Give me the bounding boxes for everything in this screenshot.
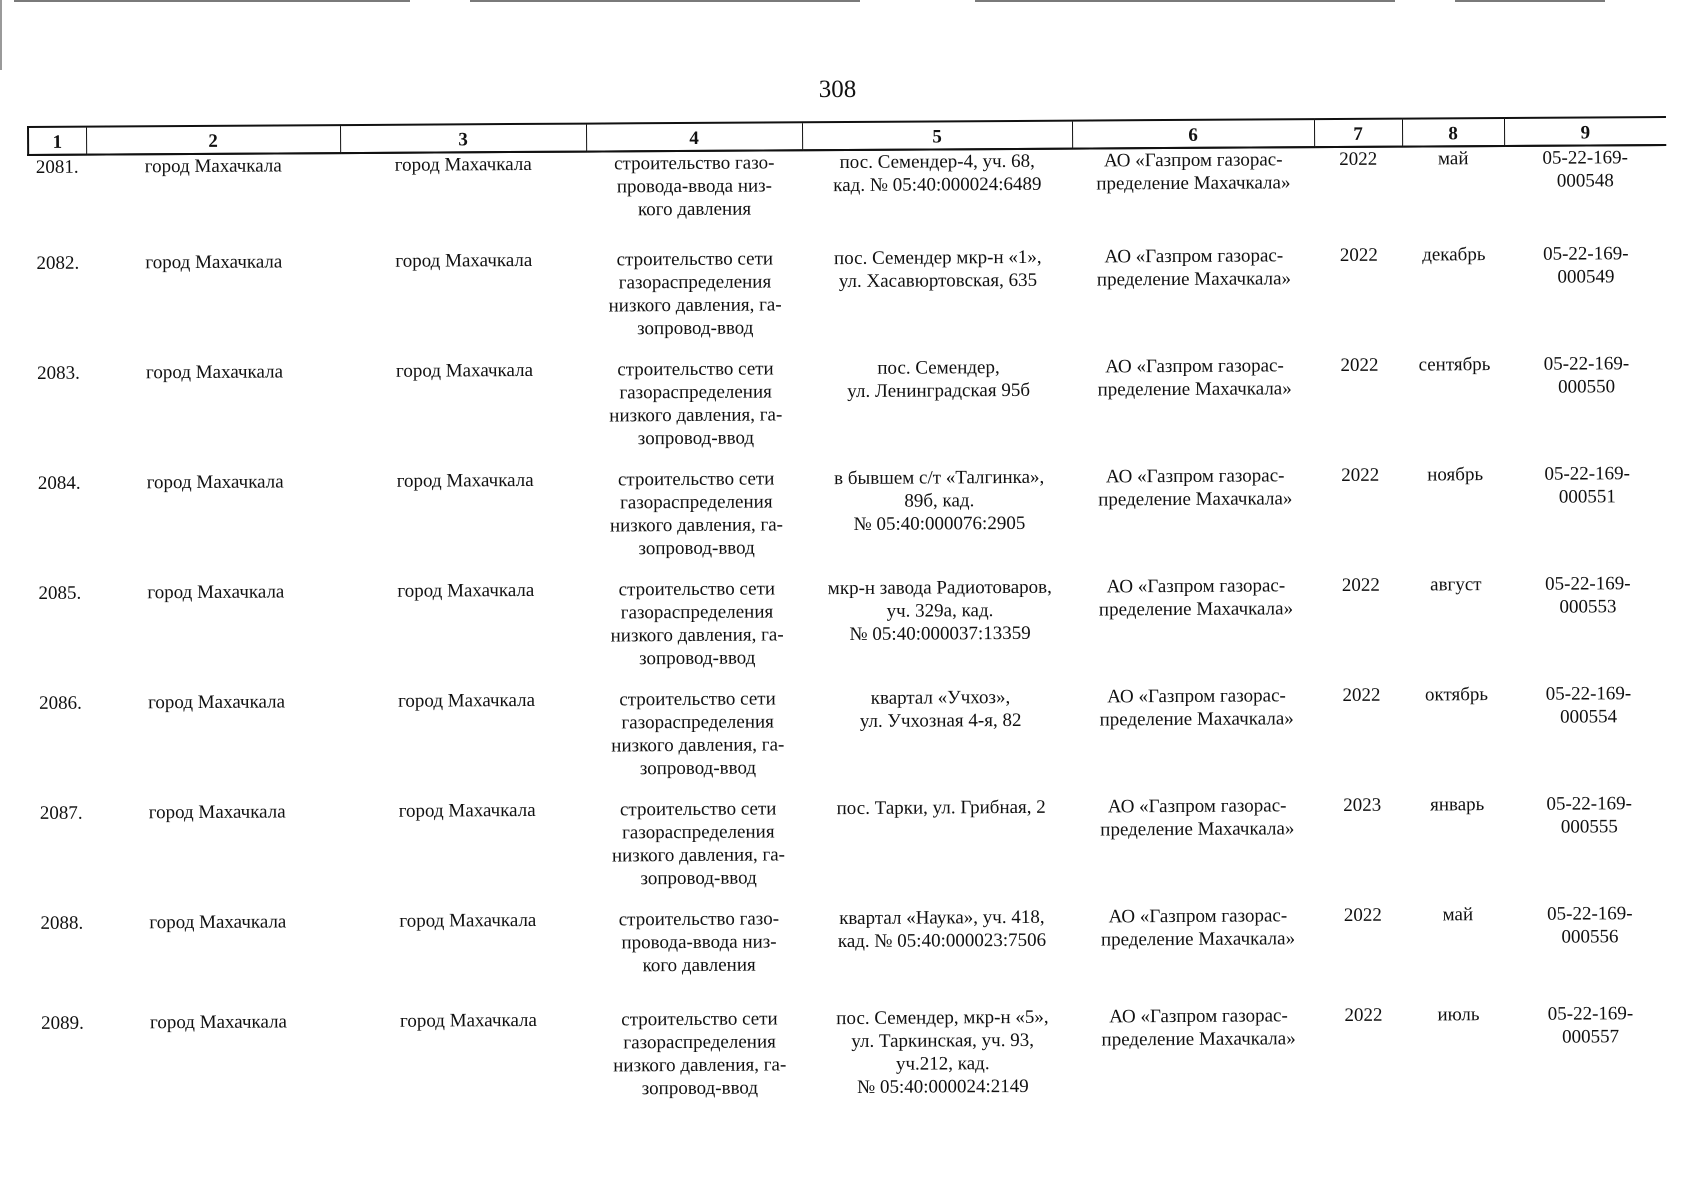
month-cell: август <box>1430 574 1482 596</box>
work-description-cell: строительство сети газораспределения низкого давления, га- зопровод-ввод <box>611 798 786 890</box>
year-cell: 2022 <box>1340 354 1379 376</box>
column-header: 9 <box>1504 117 1666 146</box>
registry-code-cell: 05-22-169- 000554 <box>1545 683 1632 728</box>
municipality-cell: город Махачкала <box>144 155 282 178</box>
year-cell: 2022 <box>1341 464 1380 486</box>
address-cell: мкр-н завода Радиотоваров, уч. 329а, кад. № 05:40:000037:13359 <box>827 576 1052 645</box>
column-header: 6 <box>1072 119 1314 148</box>
month-cell: май <box>1442 904 1474 926</box>
column-header: 7 <box>1314 119 1402 148</box>
work-description-cell: строительство газо- провода-ввода низ- кого давления <box>614 152 775 221</box>
year-cell: 2022 <box>1339 244 1378 266</box>
table-row <box>29 242 1668 362</box>
settlement-cell: город Махачкала <box>397 579 535 602</box>
registry-code-cell: 05-22-169- 000550 <box>1543 353 1630 398</box>
organization-cell: АО «Газпром газорас- пределение Махачкала» <box>1096 245 1292 291</box>
address-cell: квартал «Наука», уч. 418, кад. № 05:40:000023:7506 <box>837 906 1047 953</box>
organization-cell: АО «Газпром газорас- пределение Махачкала» <box>1100 905 1296 951</box>
year-cell: 2022 <box>1339 148 1378 170</box>
column-header: 1 <box>28 127 86 155</box>
municipality-cell: город Махачкала <box>146 471 284 494</box>
year-cell: 2022 <box>1342 684 1381 706</box>
scan-edge-line <box>0 0 2 70</box>
organization-cell: АО «Газпром газорас- пределение Махачкала» <box>1098 465 1293 511</box>
year-cell: 2022 <box>1344 1004 1383 1026</box>
settlement-cell: город Махачкала <box>399 909 537 932</box>
address-cell: в бывшем с/т «Талгинка», 89б, кад. № 05:40:000076:2905 <box>833 466 1045 535</box>
row-number: 2081. <box>35 156 79 178</box>
row-number: 2085. <box>38 582 82 604</box>
address-cell: пос. Тарки, ул. Грибная, 2 <box>836 796 1046 820</box>
registry-code-cell: 05-22-169- 000548 <box>1542 147 1629 192</box>
row-number: 2083. <box>37 362 80 384</box>
table-row <box>31 682 1670 802</box>
year-cell: 2023 <box>1343 794 1382 816</box>
organization-cell: АО «Газпром газорас- пределение Махачкала» <box>1098 575 1294 621</box>
month-cell: май <box>1437 148 1469 170</box>
month-cell: январь <box>1429 794 1485 816</box>
registry-code-cell: 05-22-169- 000556 <box>1547 903 1633 948</box>
settlement-cell: город Махачкала <box>397 689 536 712</box>
registry-table <box>27 116 1672 1112</box>
work-description-cell: строительство сети газораспределения низкого давления, га- зопровод-ввод <box>609 358 783 450</box>
year-cell: 2022 <box>1341 574 1380 596</box>
table-row <box>29 352 1668 472</box>
column-header: 2 <box>86 125 340 155</box>
page-number: 308 <box>818 76 857 103</box>
address-cell: пос. Семендер-4, уч. 68, кад. № 05:40:000024:6489 <box>833 150 1042 197</box>
column-header: 3 <box>340 124 586 154</box>
municipality-cell: город Махачкала <box>145 251 283 274</box>
work-description-cell: строительство сети газораспределения низкого давления, га- зопровод-ввод <box>613 1008 787 1100</box>
table-row <box>28 145 1667 252</box>
settlement-cell: город Махачкала <box>399 1009 538 1032</box>
registry-code-cell: 05-22-169- 000555 <box>1546 793 1632 838</box>
registry-code-cell: 05-22-169- 000551 <box>1544 463 1630 508</box>
municipality-cell: город Махачкала <box>145 361 284 384</box>
address-cell: пос. Семендер, мкр-н «5», ул. Таркинская, уч. 93, уч.212, кад. № 05:40:000024:2149 <box>836 1006 1049 1098</box>
table-row <box>33 902 1672 1012</box>
row-number: 2084. <box>37 472 81 494</box>
row-number: 2089. <box>41 1012 84 1034</box>
column-header: 8 <box>1402 118 1504 147</box>
municipality-cell: город Махачкала <box>148 801 286 824</box>
municipality-cell: город Махачкала <box>149 911 287 934</box>
settlement-cell: город Махачкала <box>394 153 532 176</box>
scan-edge-line <box>1455 0 1605 2</box>
table-row <box>32 792 1671 912</box>
row-number: 2082. <box>36 252 80 274</box>
month-cell: июль <box>1437 1004 1480 1026</box>
scan-edge-line <box>14 0 410 2</box>
registry-code-cell: 05-22-169- 000549 <box>1542 243 1629 288</box>
registry-table-wrap <box>27 116 1671 1112</box>
table-row <box>31 572 1670 692</box>
organization-cell: АО «Газпром газорас- пределение Махачкала» <box>1099 685 1294 731</box>
month-cell: октябрь <box>1424 684 1489 706</box>
work-description-cell: строительство сети газораспределения низкого давления, га- зопровод-ввод <box>608 248 782 340</box>
table-row <box>33 1002 1672 1112</box>
registry-code-cell: 05-22-169- 000553 <box>1545 573 1631 618</box>
organization-cell: АО «Газпром газорас- пределение Махачкала» <box>1096 149 1291 195</box>
address-cell: пос. Семендер мкр-н «1», ул. Хасавюртовская, 635 <box>833 246 1042 293</box>
work-description-cell: строительство сети газораспределения низкого давления, га- зопровод-ввод <box>609 468 784 560</box>
column-header: 4 <box>586 122 802 151</box>
settlement-cell: город Махачкала <box>396 469 534 492</box>
settlement-cell: город Махачкала <box>398 799 536 822</box>
settlement-cell: город Махачкала <box>395 249 533 272</box>
table-row <box>30 462 1669 582</box>
address-cell: пос. Семендер, ул. Ленинградская 95б <box>847 357 1031 402</box>
column-header: 5 <box>802 121 1072 151</box>
municipality-cell: город Махачкала <box>149 1011 288 1034</box>
year-cell: 2022 <box>1343 904 1382 926</box>
municipality-cell: город Махачкала <box>147 691 286 714</box>
month-cell: декабрь <box>1422 244 1486 266</box>
address-cell: квартал «Учхоз», ул. Учхозная 4-я, 82 <box>859 687 1022 732</box>
work-description-cell: строительство газо- провода-ввода низ- кого давления <box>618 908 780 977</box>
work-description-cell: строительство сети газораспределения низкого давления, га- зопровод-ввод <box>611 688 785 780</box>
scan-edge-line <box>470 0 860 2</box>
month-cell: сентябрь <box>1418 354 1491 376</box>
row-number: 2086. <box>39 692 82 714</box>
month-cell: ноябрь <box>1427 464 1484 486</box>
organization-cell: АО «Газпром газорас- пределение Махачкала» <box>1097 355 1292 401</box>
scan-edge-line <box>975 0 1395 2</box>
settlement-cell: город Махачкала <box>395 359 534 382</box>
row-number: 2087. <box>39 802 83 824</box>
registry-code-cell: 05-22-169- 000557 <box>1547 1003 1634 1048</box>
row-number: 2088. <box>40 912 84 934</box>
organization-cell: АО «Газпром газорас- пределение Махачкала» <box>1100 795 1295 841</box>
work-description-cell: строительство сети газораспределения низкого давления, га- зопровод-ввод <box>610 578 784 670</box>
municipality-cell: город Махачкала <box>147 581 285 604</box>
organization-cell: АО «Газпром газорас- пределение Махачкала» <box>1101 1005 1296 1051</box>
